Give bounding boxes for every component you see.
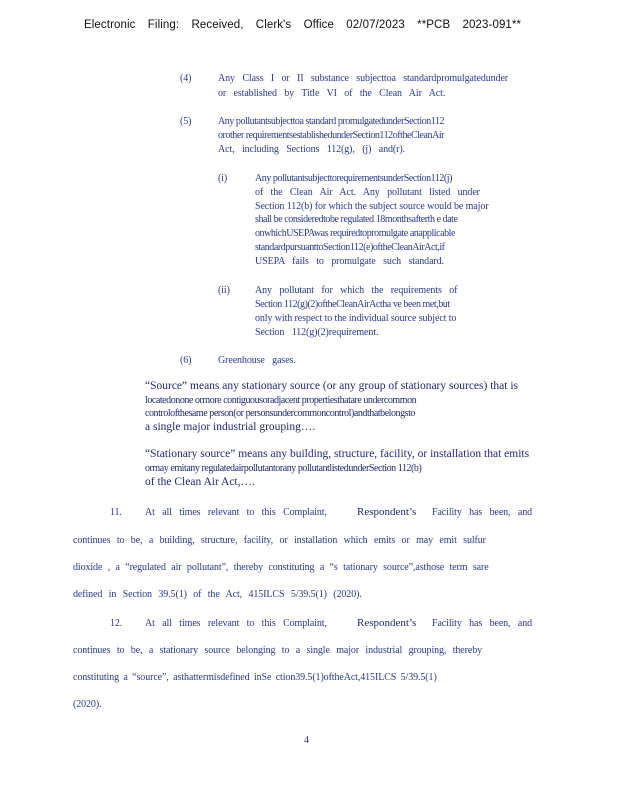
paragraph-line: constituting a “source”, asthattermisdefined inSe ction39.5(1)oftheAct,415ILCS 5/39.5(1) bbox=[73, 672, 437, 683]
paragraph-line: At all times relevant to this Complaint, bbox=[145, 618, 327, 629]
subitem-line: of the Clean Air Act. Any pollutant listed under bbox=[255, 187, 480, 198]
subitem-line: only with respect to the individual source subject to bbox=[255, 313, 457, 324]
subitem-line: Any pollutantsubjecttorequirementsunderSection112(j) bbox=[255, 173, 453, 184]
item-line: orother requirementsestablishedunderSection112oftheCleanAir bbox=[218, 130, 445, 141]
paragraph-line: dioxide , a “regulated air pollutant”, thereby constituting a “s tationary source”,asthose term sare bbox=[73, 562, 489, 573]
paragraph-number: 11. bbox=[110, 507, 122, 518]
item-number: (5) bbox=[180, 116, 192, 127]
item-line: or established by Title VI of the Clean Air Act. bbox=[218, 88, 446, 99]
page-number: 4 bbox=[304, 735, 309, 746]
item-line: Any Class I or II substance subjecttoa standardpromulgatedunder bbox=[218, 73, 509, 84]
definition-line: ormay emitany regulatedairpollutantorany pollutantlistedunderSection 112(b) bbox=[145, 463, 422, 474]
subitem-number: (ii) bbox=[218, 285, 230, 296]
definition-line: “Source” means any stationary source (or any group of stationary sources) that is bbox=[145, 380, 518, 392]
item-number: (4) bbox=[180, 73, 192, 84]
subitem-line: Section 112(b) for which the subject source would be major bbox=[255, 201, 489, 212]
definition-line: locatedonone ormore contiguousoradjacent propertiesthatare undercommon bbox=[145, 395, 417, 406]
subitem-line: Any pollutant for which the requirements of bbox=[255, 285, 458, 296]
item-line: Act, including Sections 112(g), (j) and(r). bbox=[218, 144, 405, 155]
paragraph-line: Facility has been, and bbox=[432, 618, 532, 629]
definition-line: a single major industrial grouping…. bbox=[145, 421, 316, 433]
definition-line: of the Clean Air Act,…. bbox=[145, 476, 255, 488]
item-number: (6) bbox=[180, 355, 192, 366]
paragraph-line: At all times relevant to this Complaint, bbox=[145, 507, 327, 518]
paragraph-number: 12. bbox=[110, 618, 123, 629]
paragraph-line: continues to be, a stationary source belonging to a single major industrial grouping, thereby bbox=[73, 645, 483, 656]
subitem-line: standardpursuanttoSection112(e)oftheCleanAirAct,if bbox=[255, 242, 445, 253]
subitem-line: Section 112(g)(2)requirement. bbox=[255, 327, 379, 338]
definition-line: “Stationary source” means any building, structure, facility, or installation that emits bbox=[145, 448, 530, 460]
paragraph-line: Facility has been, and bbox=[432, 507, 532, 518]
paragraph-line: (2020). bbox=[73, 699, 102, 710]
subitem-line: shall be consideredtobe regulated 18monthsafterth e date bbox=[255, 214, 458, 225]
definition-line: controlofthesame person(or personsundercommoncontrol)andthatbelongsto bbox=[145, 408, 415, 419]
respondent-name: Respondent’s bbox=[357, 506, 417, 518]
item-line: Any pollutantsubjecttoa standard promulgatedunderSection112 bbox=[218, 116, 445, 127]
subitem-line: onwhichUSEPAwas requiredtopromulgate anapplicable bbox=[255, 228, 455, 239]
paragraph-line: defined in Section 39.5(1) of the Act, 415ILCS 5/39.5(1) (2020). bbox=[73, 589, 362, 600]
subitem-line: USEPA fails to promulgate such standard. bbox=[255, 256, 444, 267]
filing-header: Electronic Filing: Received, Clerk's Office 02/07/2023 **PCB 2023-091** bbox=[84, 19, 522, 31]
subitem-number: (i) bbox=[218, 173, 228, 184]
respondent-name: Respondent’s bbox=[357, 617, 417, 629]
item-line: Greenhouse gases. bbox=[218, 355, 296, 366]
subitem-line: Section 112(g)(2)oftheCleanAirActha ve been met,but bbox=[255, 299, 450, 310]
paragraph-line: continues to be, a building, structure, facility, or installation which emits or may emit sulfur bbox=[73, 535, 486, 546]
